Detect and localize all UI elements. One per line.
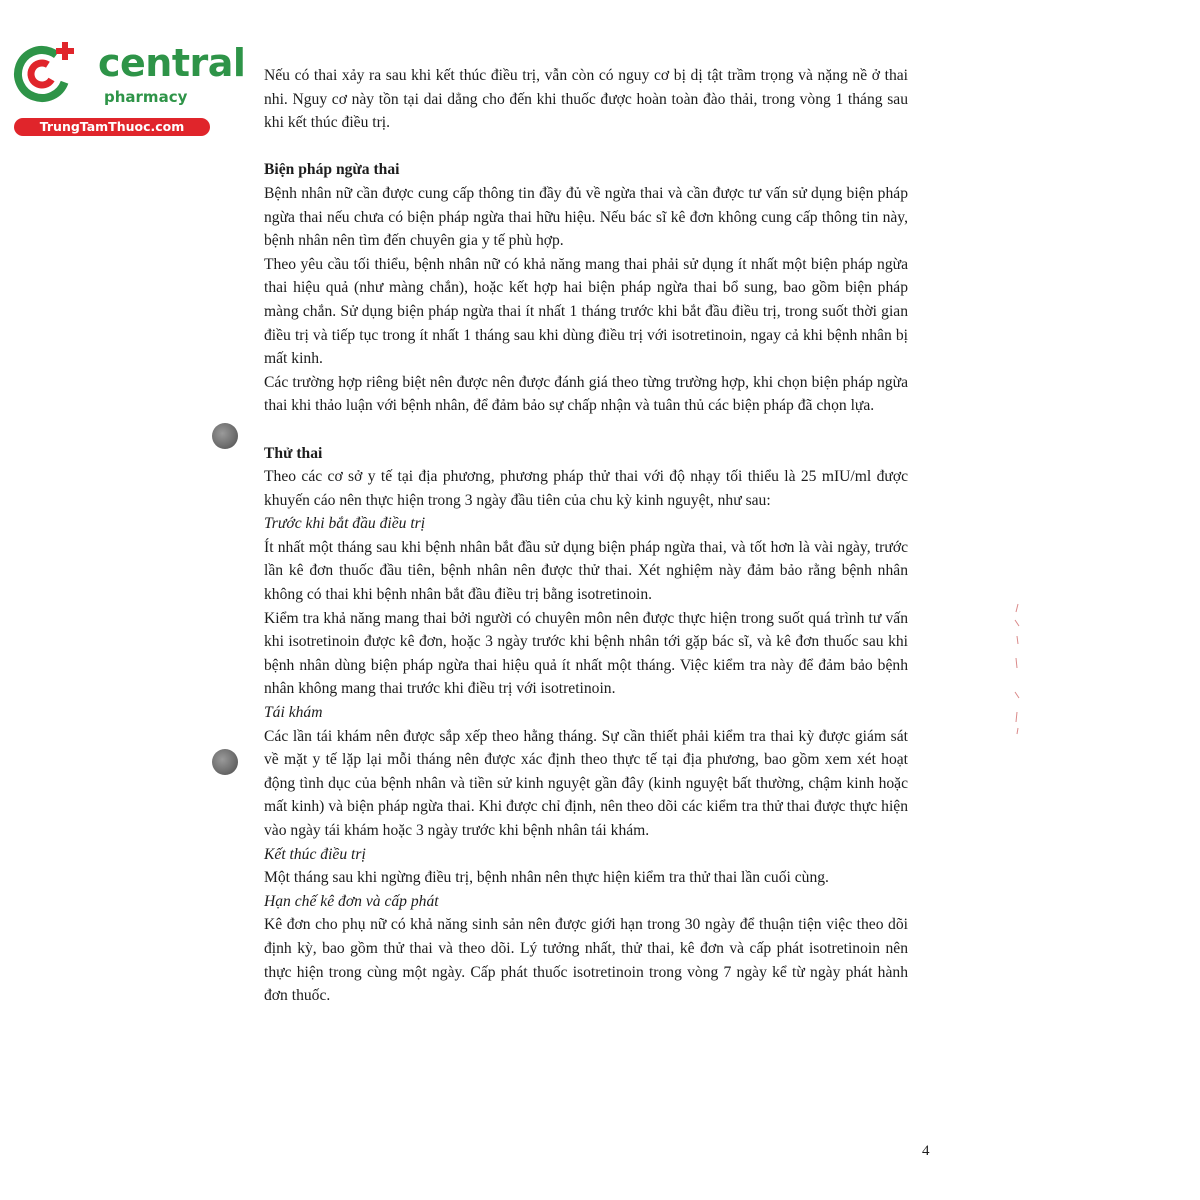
- contraception-paragraph: Theo yêu cầu tối thiểu, bệnh nhân nữ có khả năng mang thai phải sử dụng ít nhất một biện pháp ngừa thai hiệu quả (như màng chắn), hoặc kết hợp hai biện pháp ngừa thai bổ sung, bao gồm biện pháp màng chắn. Sử dụng biện pháp ngừa thai ít nhất 1 tháng trước khi bắt đầu điều trị, trong suốt thời gian điều trị và tiếp tục trong ít nhất 1 tháng sau khi dùng điều trị với isotretinoin, ngay cả khi bệnh nhân bị mất kinh.: [264, 255, 908, 368]
- punch-hole-top: [212, 423, 238, 449]
- subheading-end-of-treatment: Kết thúc điều trị: [264, 845, 366, 863]
- document-body: [264, 64, 908, 1008]
- intro-paragraph: Nếu có thai xảy ra sau khi kết thúc điều trị, vẫn còn có nguy cơ bị dị tật trầm trọng và nặng nề ở thai nhi. Nguy cơ này tồn tại dai dẳng cho đến khi thuốc được hoàn toàn đào thải, trong vòng 1 tháng sau khi kết thúc điều trị.: [264, 67, 908, 132]
- logo-name: central: [98, 41, 246, 85]
- margin-marks: [1010, 600, 1024, 740]
- page-number: 4: [922, 1143, 930, 1159]
- before-treatment-paragraph: Ít nhất một tháng sau khi bệnh nhân bắt đầu sử dụng biện pháp ngừa thai, và tốt hơn là vài ngày, trước lần kê đơn thuốc đầu tiên, bệnh nhân nên được thử thai. Xét nghiệm này đảm bảo rằng bệnh nhân không có thai khi bệnh nhân bắt đầu điều trị bằng isotretinoin.: [264, 538, 908, 604]
- section-heading-contraception: Biện pháp ngừa thai: [264, 161, 400, 179]
- end-of-treatment-paragraph: Một tháng sau khi ngừng điều trị, bệnh nhân nên thực hiện kiểm tra thử thai lần cuối cùng.: [264, 869, 829, 887]
- logo-subtitle: pharmacy: [104, 88, 188, 106]
- pharmacy-cross-logo-icon: [12, 38, 78, 104]
- subheading-before-treatment: Trước khi bắt đầu điều trị: [264, 515, 426, 533]
- follow-up-paragraph: Các lần tái khám nên được sắp xếp theo hằng tháng. Sự cần thiết phải kiểm tra thai kỳ được giám sát về mặt y tế lặp lại mỗi tháng nên được xác định theo thực tế tại địa phương, bao gồm xem xét hoạt động tình dục của bệnh nhân và tiền sử kinh nguyệt gần đây (kinh nguyệt bất thường, chậm kinh hoặc mất kinh) và biện pháp ngừa thai. Khi được chỉ định, nên theo dõi các kiểm tra thử thai được thực hiện vào ngày tái khám hoặc 3 ngày trước khi bệnh nhân tái khám.: [264, 727, 908, 839]
- contraception-paragraph: Các trường hợp riêng biệt nên được nên được đánh giá theo từng trường hợp, khi chọn biện pháp ngừa thai khi thảo luận với bệnh nhân, để đảm bảo sự chấp nhận và tuân thủ các biện pháp đã chọn lựa.: [264, 373, 908, 415]
- prescription-restriction-paragraph: Kê đơn cho phụ nữ có khả năng sinh sản nên được giới hạn trong 30 ngày để thuận tiện việc theo dõi định kỳ, bao gồm thử thai và theo dõi. Lý tưởng nhất, thử thai, kê đơn và cấp phát isotretinoin nên thực hiện trong cùng một ngày. Cấp phát thuốc isotretinoin trong vòng 7 ngày kể từ ngày phát hành đơn thuốc.: [264, 916, 908, 1005]
- subheading-prescription-restriction: Hạn chế kê đơn và cấp phát: [264, 892, 439, 910]
- subheading-follow-up: Tái khám: [264, 704, 323, 722]
- logo-url: TrungTamThuoc.com: [14, 118, 210, 136]
- section-heading-pregnancy-test: Thử thai: [264, 444, 323, 462]
- before-treatment-paragraph: Kiểm tra khả năng mang thai bởi người có chuyên môn nên được thực hiện trong suốt quá trình tư vấn khi isotretinoin được kê đơn, hoặc 3 ngày trước khi bệnh nhân tới gặp bác sĩ, và kê đơn thuốc sau khi bệnh nhân dùng biện pháp ngừa thai hiệu quả ít nhất một tháng. Việc kiểm tra này để đảm bảo bệnh nhân không mang thai trước khi điều trị với isotretinoin.: [264, 609, 908, 698]
- punch-hole-bottom: [212, 749, 238, 775]
- contraception-paragraph: Bệnh nhân nữ cần được cung cấp thông tin đầy đủ về ngừa thai và cần được tư vấn sử dụng biện pháp ngừa thai nếu chưa có biện pháp ngừa thai hữu hiệu. Nếu bác sĩ kê đơn không cung cấp thông tin này, bệnh nhân nên tìm đến chuyên gia y tế phù hợp.: [264, 184, 908, 250]
- central-pharmacy-logo: [12, 38, 246, 138]
- pregnancy-test-intro: Theo các cơ sở y tế tại địa phương, phương pháp thử thai với độ nhạy tối thiểu là 25 mIU/ml được khuyến cáo nên thực hiện trong 3 ngày đầu tiên của chu kỳ kinh nguyệt, như sau:: [264, 468, 908, 509]
